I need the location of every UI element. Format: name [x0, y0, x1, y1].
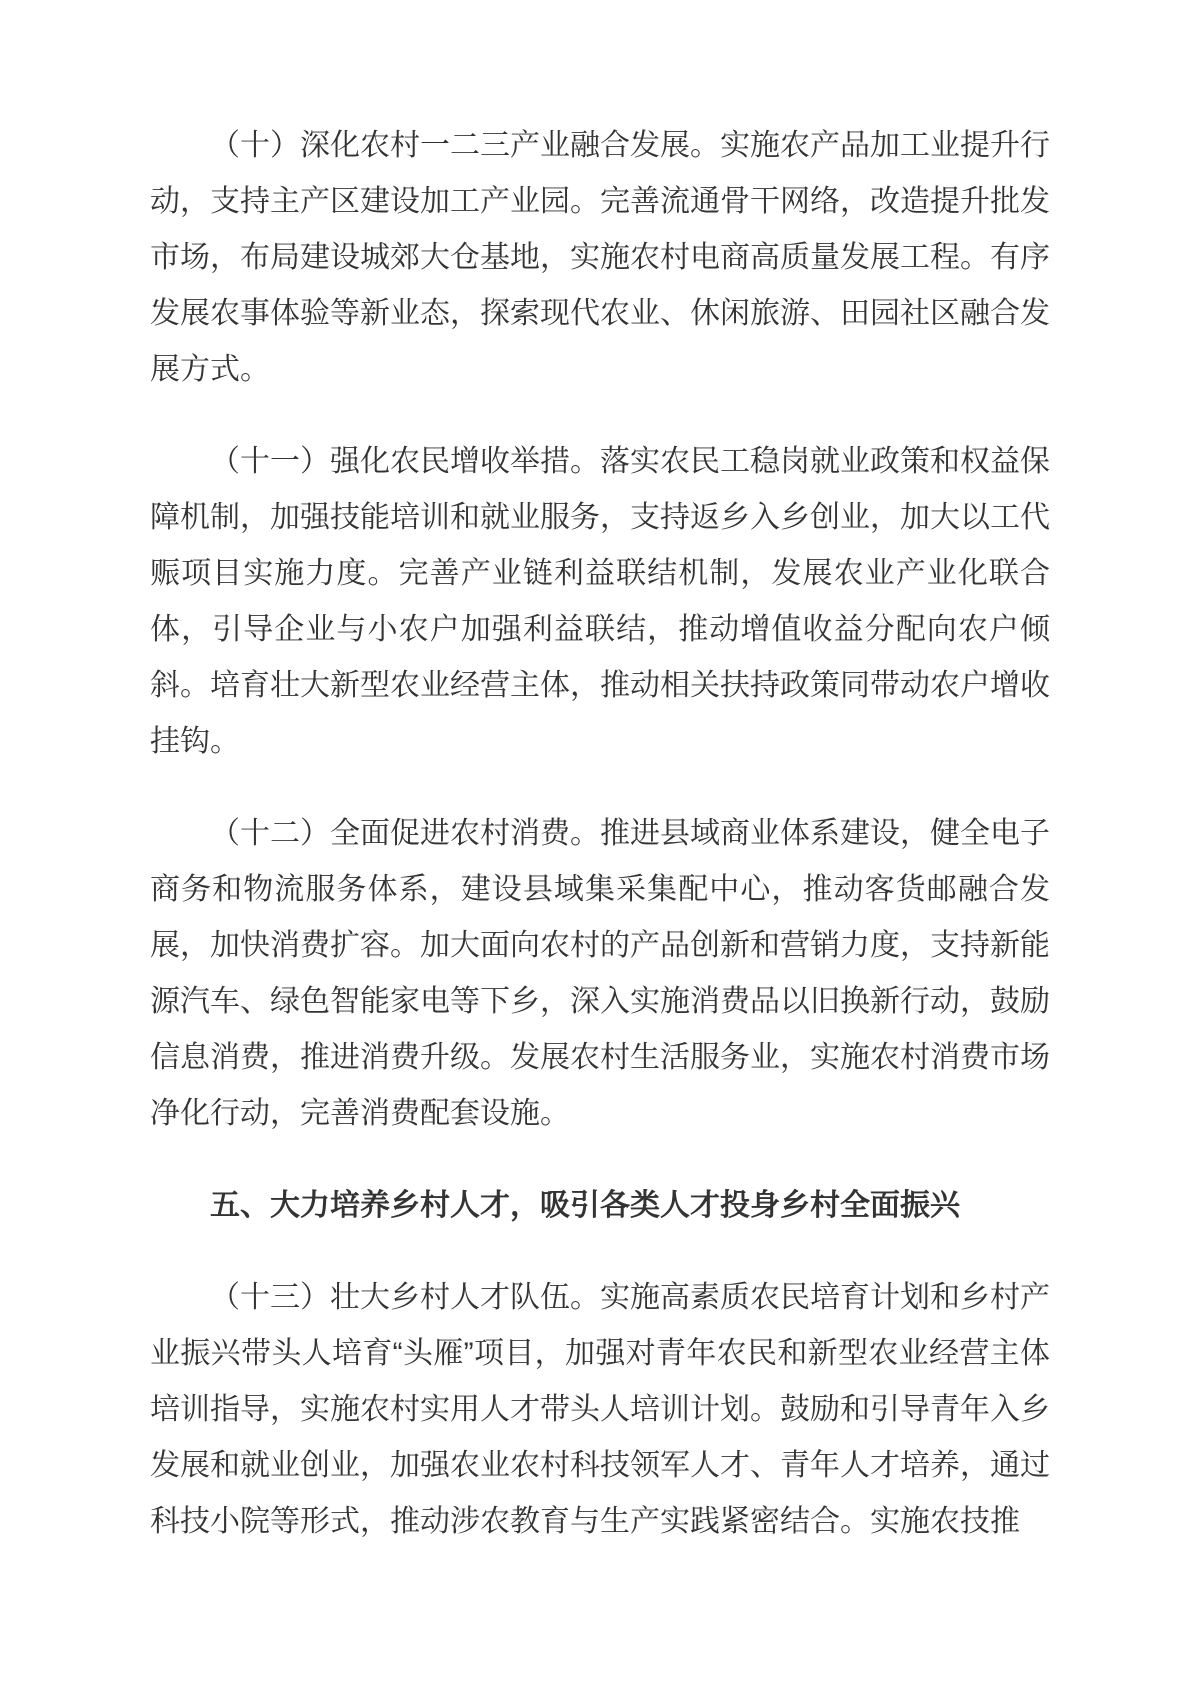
section-heading-part-5: 五、大力培养乡村人才，吸引各类人才投身乡村全面振兴 [210, 1189, 960, 1222]
paragraph-section-10: （十）深化农村一二三产业融合发展。实施农产品加工业提升行动，支持主产区建设加工产业园。完善流通骨干网络，改造提升批发市场，布局建设城郊大仓基地，实施农村电商高质量发展工程。有序发展农事体验等新业态，探索现代农业、休闲旅游、田园社区融合发展方式。 [150, 129, 1050, 386]
paragraph-section-11: （十一）强化农民增收举措。落实农民工稳岗就业政策和权益保障机制，加强技能培训和就业服务，支持返乡入乡创业，加大以工代赈项目实施力度。完善产业链利益联结机制，发展农业产业化联合体，引导企业与小农户加强利益联结，推动增值收益分配向农户倾斜。培育壮大新型农业经营主体，推动相关扶持政策同带动农户增收挂钩。 [150, 445, 1050, 758]
paragraph-section-12: （十二）全面促进农村消费。推进县域商业体系建设，健全电子商务和物流服务体系，建设县域集采集配中心，推动客货邮融合发展，加快消费扩容。加大面向农村的产品创新和营销力度，支持新能源汽车、绿色智能家电等下乡，深入实施消费品以旧换新行动，鼓励信息消费，推进消费升级。发展农村生活服务业，实施农村消费市场净化行动，完善消费配套设施。 [150, 817, 1050, 1130]
paragraph-section-13: （十三）壮大乡村人才队伍。实施高素质农民培育计划和乡村产业振兴带头人培育“头雁”项目，加强对青年农民和新型农业经营主体培训指导，实施农村实用人才带头人培训计划。鼓励和引导青年入乡发展和就业创业，加强农业农村科技领军人才、青年人才培养，通过科技小院等形式，推动涉农教育与生产实践紧密结合。实施农技推 [150, 1281, 1050, 1538]
